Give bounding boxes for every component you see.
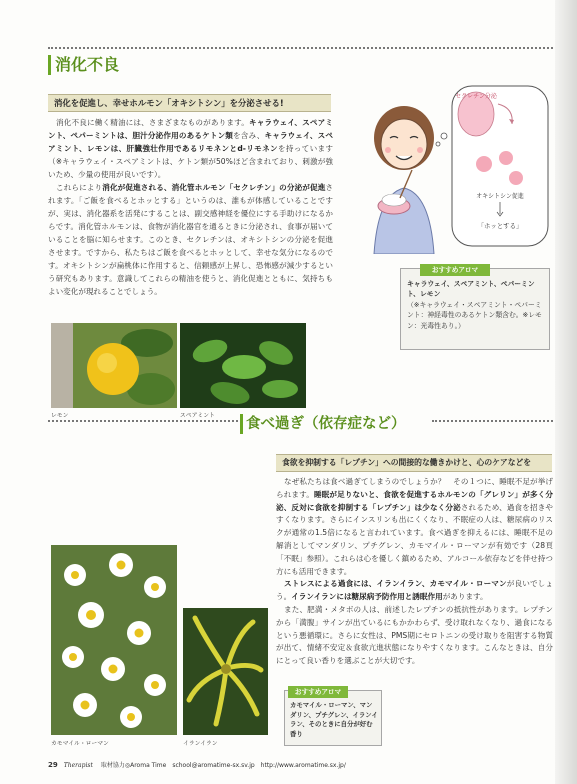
section2-text-8: また、肥満・メタボの人は、前述したレプチンの抵抗性があります。レプチンから「満腹」サインが出ているにもかかわらず、受け取れなくなり、過食になるという悪循環に。さらに女性は、PMS期にセロトニンの受け取りを阻害する物質が出て、情緒不安定＆食欲亢進状態になりやすくなります。こんなときは、自分にとって良い香りを選ぶことが大切です。	[276, 604, 553, 666]
face-shape	[381, 119, 427, 169]
section1-text-2: キャラウェイ、スペアミント、ペパーミントは、胆汁分泌作用のあるケトン類	[48, 118, 334, 140]
section2-text-1: なぜ私たちは食べ過ぎてしまうのでしょうか？ その１つに、睡眠不足が挙げられます。	[276, 477, 553, 499]
section2-divider-right	[432, 420, 553, 422]
section1-top-divider	[48, 47, 553, 49]
ylang-ylang-photo	[183, 608, 268, 735]
section1-text-7: 消化が促進される、	[102, 183, 172, 192]
blush-left	[385, 147, 391, 153]
section2-text-5: が良いでしょう。	[276, 579, 554, 602]
page-footer	[48, 760, 346, 769]
section2-divider-left	[48, 420, 238, 422]
section2-body	[276, 476, 553, 668]
ylang-ylang-caption: イランイラン	[183, 741, 218, 747]
heart-2	[499, 151, 513, 165]
page-number: 29	[48, 761, 58, 769]
section2-text-3: されるため、過食を招きやすくなります。さらにインスリンも出にくくなり、不眠症の人は、糖尿病のリスクが通常の1.5倍になると言われています。食べ過ぎを抑えるには、睡眠不足の解消としてマンダリン、プチグレン、カモマイル・ローマンが有効です（28頁「不眠」参照）。これらは心を優しく鎮めるため、アルコール依存などを伴せ持つ方にも活用できます。	[276, 502, 553, 576]
spearmint-photo	[180, 323, 306, 408]
bubble-text-secretin: セクレチン分泌	[455, 93, 497, 100]
section1-aroma-text	[407, 279, 543, 331]
heart-1	[476, 156, 492, 172]
section1-text-9: されます。「ご飯を食べるとホッとする」というのは、誰もが体感していることですが、実は、消化器系を活発にすることは、副交感神経を優位にする手助けになるからです。消化管ホルモンは、食物が消化器官を通るときに分泌され、食事が届いていることを脳に知らせます。このとき、セクレチンは、オキシトシンの分泌を促進させます。ですから、私たちはご飯を食べるとホッとして、幸せな気分になるのです。オキシトシンが扁桃体に作用すると、信頼感が上昇し、恐怖感が減少するという研究もあります。意識してこれらの精油を使うと、消化促進とともに、気持ちもよい変化が現れることでしょう。	[48, 183, 333, 296]
chamomile-caption: カモマイル・ローマン	[51, 741, 109, 747]
section2-banner: 食欲を抑制する「レプチン」への間接的な働きかけと、心のケアなどを	[276, 454, 552, 472]
bubble-text-oxytocin: オキシトシン促進	[476, 193, 524, 200]
section1-text-4: キャラウェイ、スペアミント、レモンは、肝臓強壮作用であるリモネンとd-リモネン	[48, 131, 333, 153]
section1-text-6: これらにより	[56, 183, 103, 192]
footer-credit: 取材協力◎Aroma Time school@aromatime-sx.sv.jp http://www.aromatime.sx.jp/	[100, 762, 346, 769]
digestion-illustration	[340, 78, 552, 254]
section1-aroma-main: キャラウェイ、スペアミント、ペパーミント、レモン	[407, 280, 535, 299]
section2-title: 食べ過ぎ（依存症など）	[246, 416, 406, 432]
section2-text-4: ストレスによる過食には、イランイラン、カモマイル・ローマン	[284, 579, 507, 589]
section1-text-3: を含み、	[233, 131, 265, 140]
section1-title: 消化不良	[55, 55, 120, 74]
page-edge-shadow	[555, 0, 577, 784]
spearmint-caption: スペアミント	[180, 413, 215, 419]
section1-aroma-label: おすすめアロマ	[420, 264, 490, 276]
section2-text-6: イランイランには糖尿病予防作用と誘眠作用	[291, 592, 443, 602]
section1-text-1: 消化不良に働く精油には、さまざまなものがあります。	[56, 118, 249, 127]
section1-text-5: を持っています（※キャラウェイ・スペアミントは、ケトン類が50%ほど含まれており、刺激が強いため、少量の使用が良いです）。	[48, 144, 334, 179]
section1-heading-bar	[48, 55, 51, 75]
section2-text-2: 睡眠が足りないと、食欲を促進するホルモンの「グレリン」が多く分泌、反対に食欲を抑制する「レプチン」は少なく分泌	[276, 489, 553, 512]
heart-3	[509, 171, 523, 185]
magazine-name: Therapist	[63, 762, 93, 769]
section2-aroma-text: カモマイル・ローマン、マンダリン、プチグレン、イランイラン、そのときに自分が好む香り	[290, 701, 378, 738]
section1-text-8: 消化管ホルモン「セクレチン」の分泌が促進	[171, 183, 326, 192]
section1-body	[48, 116, 333, 298]
lemon-photo	[51, 323, 177, 408]
chamomile-photo	[51, 545, 177, 735]
blush-right	[417, 147, 423, 153]
section2-text-7: があります。	[442, 592, 488, 602]
section2-aroma-label: おすすめアロマ	[288, 686, 348, 698]
lemon-caption: レモン	[51, 413, 69, 419]
section1-banner: 消化を促進し、幸せホルモン「オキシトシン」を分泌させる!	[48, 94, 331, 112]
section2-heading-bar	[240, 414, 243, 434]
rice	[382, 194, 406, 206]
bubble-text-relief: 「ホッとする」	[477, 222, 523, 230]
section1-aroma-note: （※キャラウェイ・スペアミント・ペパーミント：神経毒性のあるケトン類含む。※レモン：光毒性あり。）	[407, 300, 542, 330]
